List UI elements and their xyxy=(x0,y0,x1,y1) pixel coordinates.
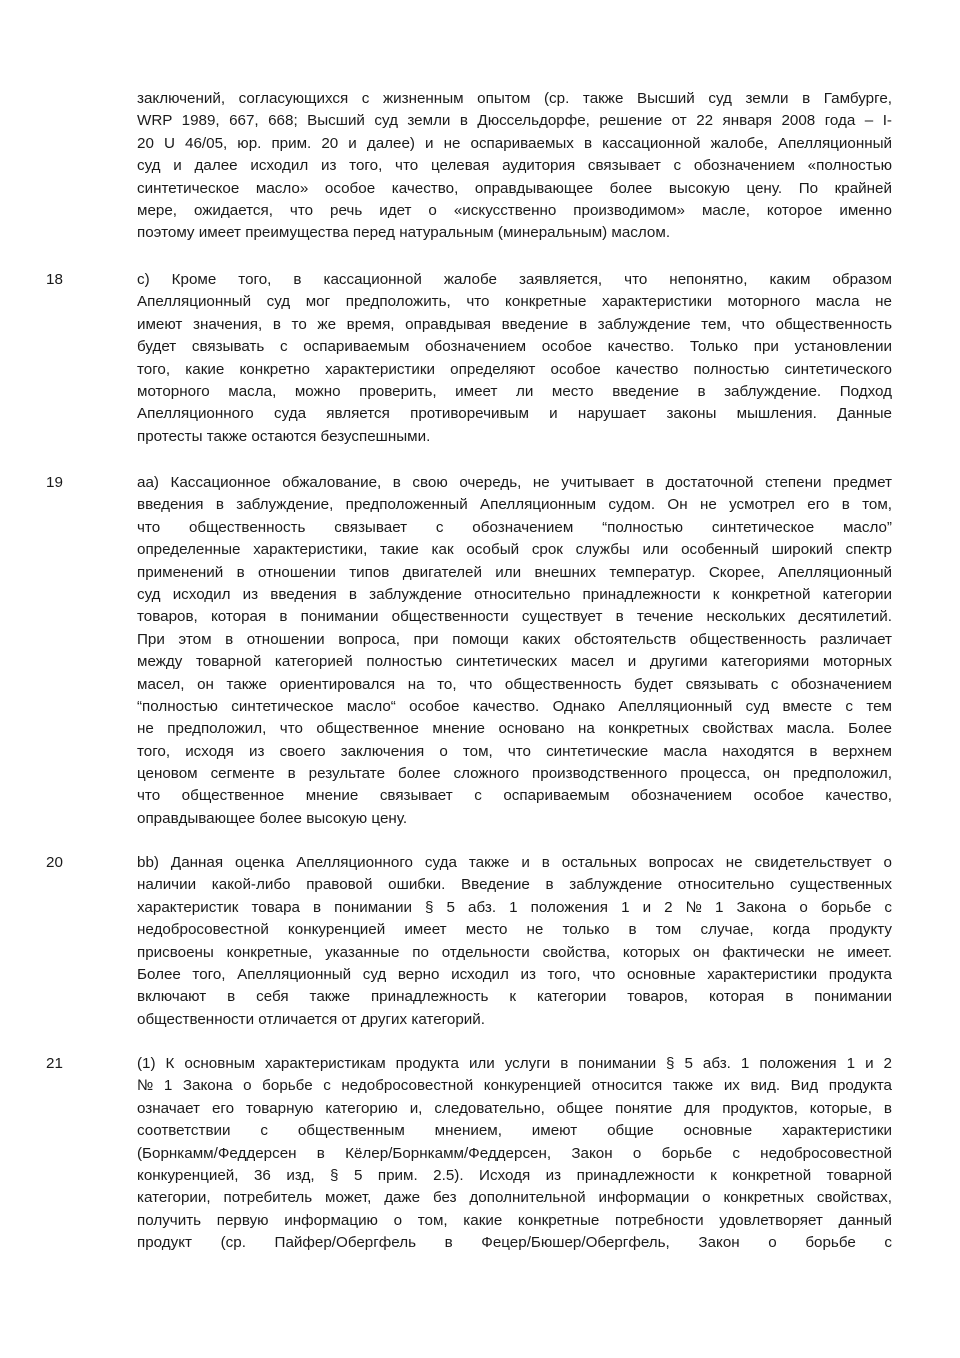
text-line: (Борнкамм/Феддерсен в Кёлер/Борнкамм/Феддерсен, Закон о борьбе с недобросовестной xyxy=(137,1144,892,1162)
text-line: суд исходил из введения в заблуждение относительно принадлежности к конкретной категории xyxy=(137,585,892,603)
text-line: наличии какой-либо правовой ошибки. Введение в заблуждение относительно существенных xyxy=(137,876,892,894)
text-line: bb) Данная оценка Апелляционного суда также и в остальных вопросах не свидетельствует о xyxy=(137,854,892,871)
text-line: аа) Кассационное обжалование, в свою очередь, не учитывает в достаточной степени предмет xyxy=(137,474,892,491)
text-line: недобросовестной конкуренцией имеет место не только в том случае, когда продукту xyxy=(137,921,892,939)
text-line: с) Кроме того, в кассационной жалобе заявляется, что непонятно, каким образом xyxy=(137,271,892,288)
paragraph-body xyxy=(137,88,892,245)
paragraph-body xyxy=(137,1053,892,1255)
text-line: При этом в отношении вопроса, при помощи каких обстоятельств общественность различает xyxy=(137,630,892,648)
text-line: характеристик товара в понимании § 5 абз. 1 положения 1 и 2 № 1 Закона о борьбе с xyxy=(137,898,892,916)
text-line: конкуренцией, 36 изд, § 5 прим. 2.5). Исходя из принадлежности к конкретной товарной xyxy=(137,1166,892,1184)
text-line: протесты также остаются безуспешными. xyxy=(137,427,431,445)
paragraph-body xyxy=(137,852,892,1031)
text-line: заключений, согласующихся с жизненным опытом (ср. также Высший суд земли в Гамбурге, xyxy=(137,90,892,107)
text-line: (1) К основным характеристикам продукта или услуги в понимании § 5 абз. 1 положения 1 и 2 xyxy=(137,1055,892,1072)
margin-number: 21 xyxy=(46,1055,63,1072)
text-line: синтетическое масло» особое качество, оправдывающее более высокую цену. По крайней xyxy=(137,179,892,197)
text-line: “полностью синтетическое масло“ особое качество. Однако Апелляционный суд вместе с тем xyxy=(137,697,892,715)
text-line: означает его товарную категорию и, следовательно, общее понятие для продуктов, которые, в xyxy=(137,1099,892,1117)
text-line: не предположил, что общественное мнение основано на конкретных свойствах масла. Более xyxy=(137,720,892,738)
text-line: применений в отношении типов двигателей или внешних температур. Скорее, Апелляционный xyxy=(137,563,892,581)
text-line: имеют значения, в то же время, оправдывая введение в заблуждение тем, что общественность xyxy=(137,315,892,333)
text-line: введения в заблуждение, предположенный Апелляционным судом. Он не усмотрел его в том, xyxy=(137,496,892,514)
text-line: того, исходя из своего заключения о том, что синтетические масла находятся в верхнем xyxy=(137,742,892,760)
text-line: WRP 1989, 667, 668; Высший суд земли в Дюссельдорфе, решение от 22 января 2008 года – I- xyxy=(137,112,892,130)
text-line: включают в себя также принадлежность к категории товаров, которая в понимании xyxy=(137,988,892,1006)
text-line: присвоены конкретные, указанные по отдельности свойства, которых он фактически не имеет. xyxy=(137,943,892,961)
text-line: суд и далее исходил из того, что целевая аудитория связывает с обозначением «полностью xyxy=(137,157,892,175)
text-line: моторного масла, можно проверить, имеет ли место введение в заблуждение. Подход xyxy=(137,382,892,400)
text-line: соответствии с общественным мнением, имеют общие основные характеристики xyxy=(137,1122,892,1140)
text-line: товаров, которая в понимании общественности существует в течение нескольких десятилетий. xyxy=(137,608,892,626)
paragraph-body xyxy=(137,269,892,448)
text-line: общественности отличается от других категорий. xyxy=(137,1010,485,1028)
text-line: № 1 Закона о борьбе с недобросовестной конкуренцией относится также их вид. Вид продукта xyxy=(137,1077,892,1095)
text-line: масел, он также ориентировался на то, что общественность будет связывать с обозначением xyxy=(137,675,892,693)
text-line: категории, потребитель может, даже без дополнительной информации о конкретных свойствах, xyxy=(137,1189,892,1207)
text-line: ценовом сегменте в результате более сложного производственного процесса, он предположил, xyxy=(137,765,892,783)
text-line: между товарной категорией полностью синтетических масел и другими категориями моторных xyxy=(137,653,892,671)
text-line: определенные характеристики, такие как особый срок службы или особенный широкий спектр xyxy=(137,541,892,559)
text-line: 20 U 46/05, юр. прим. 20 и далее) и не оспариваемых в кассационной жалобе, Апелляционный xyxy=(137,134,892,152)
text-line: того, какие конкретно характеристики определяют особое качество полностью синтетического xyxy=(137,360,892,378)
text-line: мере, ожидается, что речь идет о «искусственно производимом» масле, которое именно xyxy=(137,201,892,219)
text-line: продукт (ср. Пайфер/Обергфель в Фецер/Бюшер/Обергфель, Закон о борьбе с xyxy=(137,1234,892,1252)
text-line: поэтому имеет преимущества перед натуральным (минеральным) маслом. xyxy=(137,224,671,242)
paragraph-body xyxy=(137,472,892,830)
text-line: будет связывать с оспариваемым обозначением особое качество. Только при установлении xyxy=(137,338,892,356)
text-line: Апелляционный суд мог предположить, что конкретные характеристики моторного масла не xyxy=(137,293,892,311)
margin-number: 19 xyxy=(46,474,63,491)
text-line: оправдывающее более высокую цену. xyxy=(137,809,408,827)
margin-number: 20 xyxy=(46,854,63,871)
margin-number: 18 xyxy=(46,271,63,288)
text-line: Апелляционного суда является противоречивым и нарушает законы мышления. Данные xyxy=(137,405,892,423)
text-line: что общественное мнение связывает с оспариваемым обозначением особое качество, xyxy=(137,787,892,805)
text-line: Более того, Апелляционный суд верно исходил из того, что основные характеристики продукта xyxy=(137,965,892,983)
text-line: что общественность связывает с обозначением “полностью синтетическое масло” xyxy=(137,518,892,536)
text-line: получить первую информацию о том, какие конкретные потребности удовлетворяет данный xyxy=(137,1211,892,1229)
